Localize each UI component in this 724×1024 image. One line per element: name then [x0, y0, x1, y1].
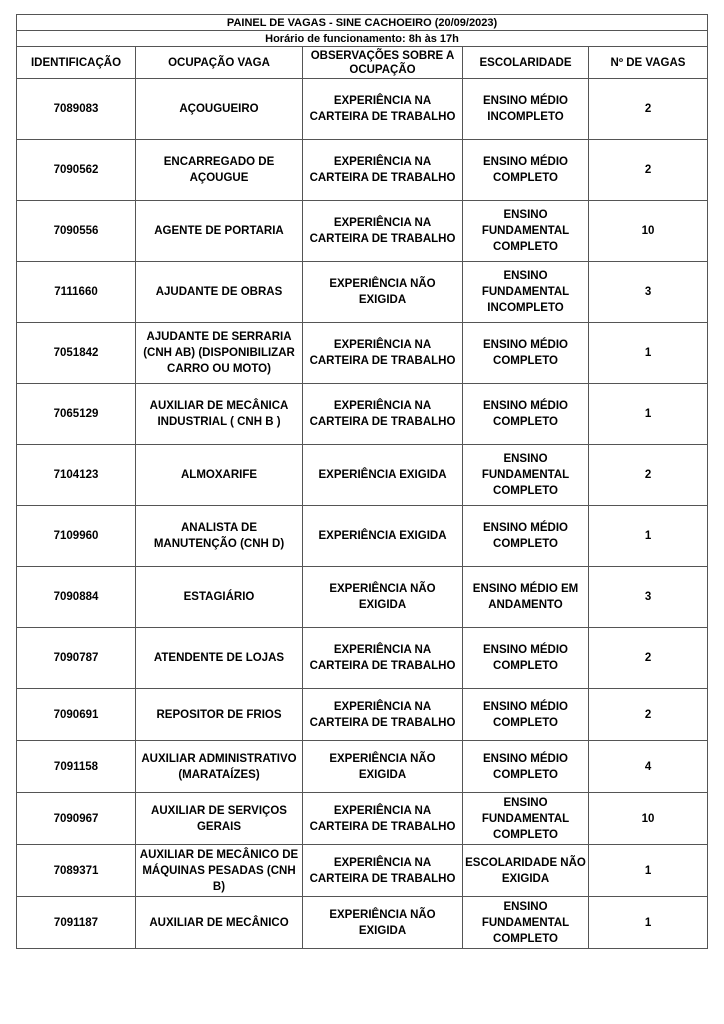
cell-notes: EXPERIÊNCIA NA CARTEIRA DE TRABALHO	[303, 845, 463, 897]
cell-id: 7090967	[17, 793, 136, 845]
table-row	[17, 845, 708, 897]
cell-notes: EXPERIÊNCIA NA CARTEIRA DE TRABALHO	[303, 79, 463, 140]
cell-occupation: AÇOUGUEIRO	[136, 79, 303, 140]
header-row	[17, 47, 708, 79]
cell-id: 7090691	[17, 689, 136, 741]
cell-notes: EXPERIÊNCIA NÃO EXIGIDA	[303, 567, 463, 628]
header-occupation: OCUPAÇÃO VAGA	[136, 47, 303, 79]
cell-vacancies: 2	[589, 79, 708, 140]
cell-notes: EXPERIÊNCIA NÃO EXIGIDA	[303, 897, 463, 949]
header-id: IDENTIFICAÇÃO	[17, 47, 136, 79]
cell-notes: EXPERIÊNCIA NÃO EXIGIDA	[303, 262, 463, 323]
cell-notes: EXPERIÊNCIA EXIGIDA	[303, 445, 463, 506]
table-row	[17, 323, 708, 384]
cell-schooling: ENSINO MÉDIO COMPLETO	[463, 628, 589, 689]
cell-notes: EXPERIÊNCIA NA CARTEIRA DE TRABALHO	[303, 689, 463, 741]
table-row	[17, 793, 708, 845]
cell-id: 7104123	[17, 445, 136, 506]
cell-occupation: AGENTE DE PORTARIA	[136, 201, 303, 262]
cell-schooling: ENSINO MÉDIO COMPLETO	[463, 384, 589, 445]
cell-occupation: REPOSITOR DE FRIOS	[136, 689, 303, 741]
table-row	[17, 201, 708, 262]
header-vacancies: Nº DE VAGAS	[589, 47, 708, 79]
opening-hours: Horário de funcionamento: 8h às 17h	[17, 31, 708, 47]
cell-id: 7109960	[17, 506, 136, 567]
cell-notes: EXPERIÊNCIA EXIGIDA	[303, 506, 463, 567]
cell-vacancies: 2	[589, 689, 708, 741]
table-row	[17, 741, 708, 793]
cell-schooling: ENSINO MÉDIO EM ANDAMENTO	[463, 567, 589, 628]
cell-occupation: AJUDANTE DE SERRARIA (CNH AB) (DISPONIBILIZAR CARRO OU MOTO)	[136, 323, 303, 384]
cell-id: 7091158	[17, 741, 136, 793]
cell-occupation: ATENDENTE DE LOJAS	[136, 628, 303, 689]
cell-occupation: ANALISTA DE MANUTENÇÃO (CNH D)	[136, 506, 303, 567]
page-title: PAINEL DE VAGAS - SINE CACHOEIRO (20/09/2023)	[17, 15, 708, 31]
cell-schooling: ENSINO FUNDAMENTAL COMPLETO	[463, 897, 589, 949]
cell-id: 7090556	[17, 201, 136, 262]
table-row	[17, 445, 708, 506]
cell-schooling: ENSINO MÉDIO COMPLETO	[463, 741, 589, 793]
job-table	[16, 14, 708, 949]
cell-vacancies: 4	[589, 741, 708, 793]
header-schooling: ESCOLARIDADE	[463, 47, 589, 79]
job-board-sheet	[16, 14, 707, 949]
cell-notes: EXPERIÊNCIA NA CARTEIRA DE TRABALHO	[303, 201, 463, 262]
cell-vacancies: 2	[589, 140, 708, 201]
cell-vacancies: 2	[589, 445, 708, 506]
cell-occupation: AUXILIAR DE MECÂNICO	[136, 897, 303, 949]
cell-id: 7065129	[17, 384, 136, 445]
cell-occupation: AJUDANTE DE OBRAS	[136, 262, 303, 323]
cell-id: 7089083	[17, 79, 136, 140]
header-notes: OBSERVAÇÕES SOBRE A OCUPAÇÃO	[303, 47, 463, 79]
cell-occupation: ESTAGIÁRIO	[136, 567, 303, 628]
cell-vacancies: 1	[589, 845, 708, 897]
table-row	[17, 567, 708, 628]
cell-notes: EXPERIÊNCIA NA CARTEIRA DE TRABALHO	[303, 323, 463, 384]
cell-notes: EXPERIÊNCIA NÃO EXIGIDA	[303, 741, 463, 793]
cell-id: 7091187	[17, 897, 136, 949]
cell-schooling: ENSINO FUNDAMENTAL INCOMPLETO	[463, 262, 589, 323]
table-row	[17, 689, 708, 741]
cell-occupation: AUXILIAR DE SERVIÇOS GERAIS	[136, 793, 303, 845]
cell-schooling: ENSINO FUNDAMENTAL COMPLETO	[463, 793, 589, 845]
cell-occupation: AUXILIAR DE MECÂNICO DE MÁQUINAS PESADAS (CNH B)	[136, 845, 303, 897]
cell-occupation: ENCARREGADO DE AÇOUGUE	[136, 140, 303, 201]
cell-schooling: ENSINO FUNDAMENTAL COMPLETO	[463, 445, 589, 506]
cell-vacancies: 1	[589, 323, 708, 384]
table-row	[17, 506, 708, 567]
cell-schooling: ENSINO MÉDIO COMPLETO	[463, 140, 589, 201]
cell-vacancies: 10	[589, 793, 708, 845]
cell-vacancies: 1	[589, 506, 708, 567]
cell-schooling: ENSINO MÉDIO COMPLETO	[463, 506, 589, 567]
cell-vacancies: 3	[589, 262, 708, 323]
cell-schooling: ENSINO MÉDIO COMPLETO	[463, 689, 589, 741]
cell-id: 7051842	[17, 323, 136, 384]
cell-id: 7111660	[17, 262, 136, 323]
cell-notes: EXPERIÊNCIA NA CARTEIRA DE TRABALHO	[303, 628, 463, 689]
cell-vacancies: 10	[589, 201, 708, 262]
cell-vacancies: 1	[589, 897, 708, 949]
cell-schooling: ENSINO MÉDIO INCOMPLETO	[463, 79, 589, 140]
cell-id: 7090884	[17, 567, 136, 628]
cell-vacancies: 2	[589, 628, 708, 689]
cell-occupation: AUXILIAR DE MECÂNICA INDUSTRIAL ( CNH B )	[136, 384, 303, 445]
cell-vacancies: 3	[589, 567, 708, 628]
cell-id: 7090562	[17, 140, 136, 201]
cell-id: 7090787	[17, 628, 136, 689]
cell-occupation: AUXILIAR ADMINISTRATIVO (MARATAÍZES)	[136, 741, 303, 793]
table-row	[17, 262, 708, 323]
cell-vacancies: 1	[589, 384, 708, 445]
cell-occupation: ALMOXARIFE	[136, 445, 303, 506]
cell-notes: EXPERIÊNCIA NA CARTEIRA DE TRABALHO	[303, 793, 463, 845]
table-row	[17, 79, 708, 140]
cell-schooling: ESCOLARIDADE NÃO EXIGIDA	[463, 845, 589, 897]
cell-notes: EXPERIÊNCIA NA CARTEIRA DE TRABALHO	[303, 384, 463, 445]
table-row	[17, 140, 708, 201]
cell-schooling: ENSINO MÉDIO COMPLETO	[463, 323, 589, 384]
cell-id: 7089371	[17, 845, 136, 897]
cell-schooling: ENSINO FUNDAMENTAL COMPLETO	[463, 201, 589, 262]
cell-notes: EXPERIÊNCIA NA CARTEIRA DE TRABALHO	[303, 140, 463, 201]
table-row	[17, 384, 708, 445]
table-row	[17, 897, 708, 949]
table-row	[17, 628, 708, 689]
